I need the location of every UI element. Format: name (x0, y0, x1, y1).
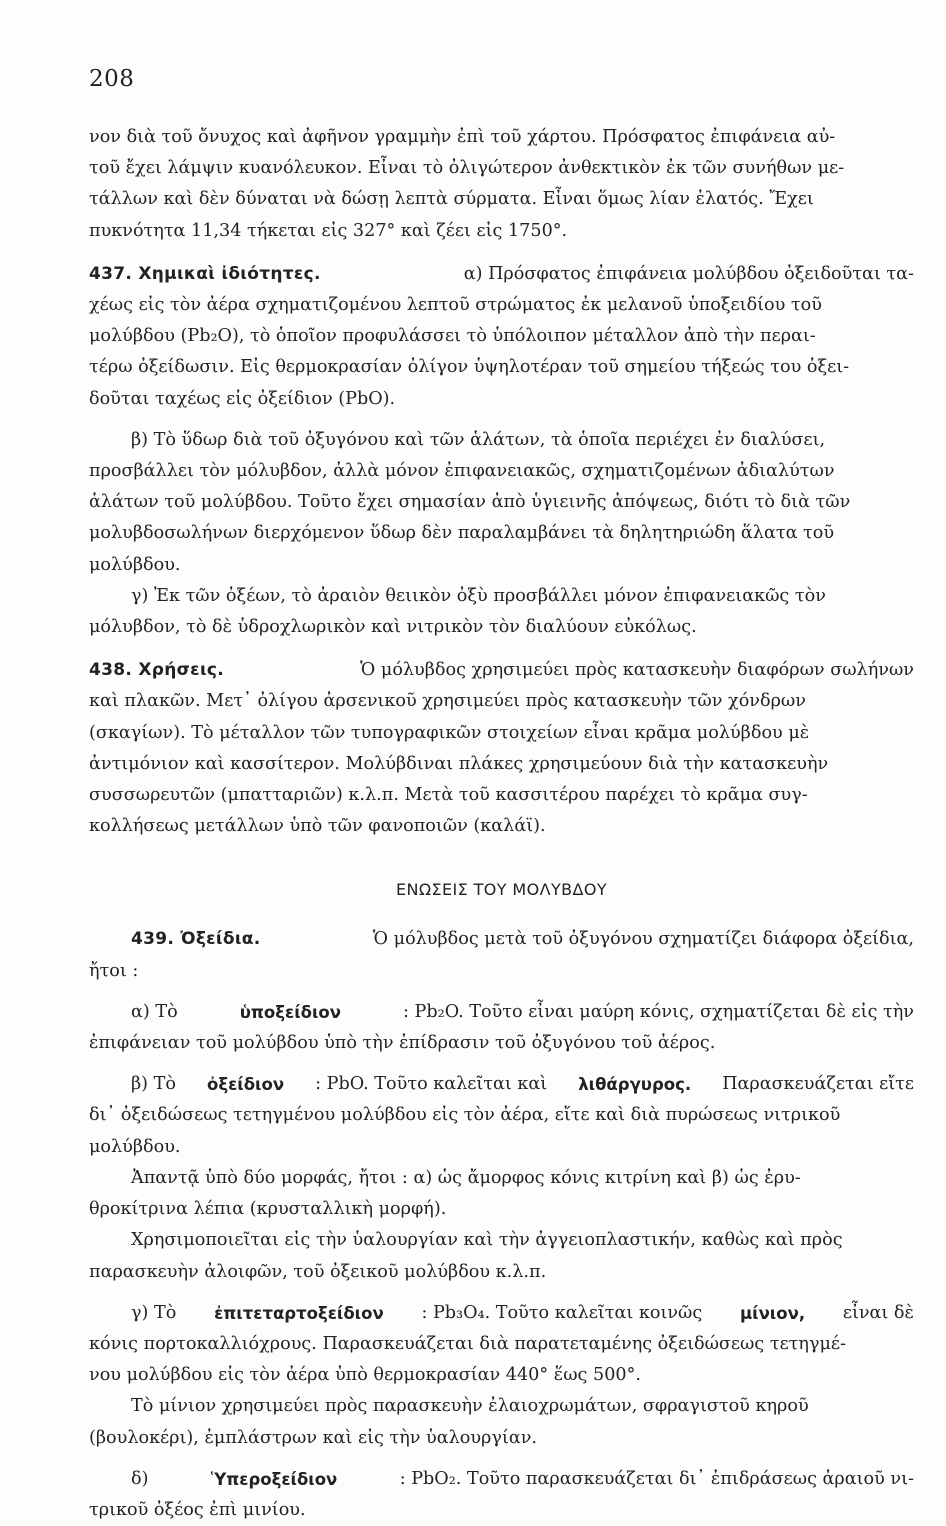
text-line: θροκίτρινα λέπια (κρυσταλλικὴ μορφή). (89, 1199, 447, 1220)
text-line: Χρησιμοποιεῖται εἰς τὴν ὑαλουργίαν καὶ τὴν ἀγγειοπλαστικήν, καθὼς καὶ πρὸς (131, 1230, 843, 1251)
body-text (89, 122, 914, 1526)
text-line: ἤτοι : (89, 960, 139, 981)
text-line (89, 259, 914, 290)
term-oxide: ὀξείδιον (207, 1075, 285, 1095)
text-line: Ἀπαντᾷ ὑπὸ δύο μορφάς, ἤτοι : α) ὡς ἄμορφος κόνις κιτρίνη καὶ β) ὡς ἐρυ- (131, 1167, 801, 1188)
text-run: : PbO. Τοῦτο καλεῖται καὶ (315, 1074, 548, 1095)
text-line: ἁλάτων τοῦ μολύβδου. Τοῦτο ἔχει σημασίαν ἀπὸ ὑγιεινῆς ἀπόψεως, διότι τὸ διὰ τῶν (89, 492, 851, 513)
text-line: δοῦται ταχέως εἰς ὀξείδιον (PbO). (89, 388, 396, 409)
text-line: β) Τὸ ὕδωρ διὰ τοῦ ὀξυγόνου καὶ τῶν ἁλάτων, τὰ ὁποῖα περιέχει ἐν διαλύσει, (131, 429, 826, 450)
text-run: εἶναι δὲ (842, 1302, 914, 1323)
term-litharge: λιθάργυρος. (578, 1075, 692, 1095)
text-run: α) Τὸ (131, 1001, 178, 1022)
text-line: τέρω ὀξείδωσιν. Εἰς θερμοκρασίαν ὀλίγον ὑψηλοτέραν τοῦ σημείου τήξεώς του ὀξει- (89, 357, 850, 378)
text-line: προσβάλλει τὸν μόλυβδον, ἀλλὰ μόνον ἐπιφανειακῶς, σχηματιζομένων ἀδιαλύτων (89, 461, 835, 482)
term-tetroxide: ἐπιτεταρτοξείδιον (214, 1303, 384, 1323)
text-run: : Pb₃O₄. Τοῦτο καλεῖται κοινῶς (421, 1302, 703, 1323)
text-line (89, 655, 914, 686)
term-minium: μίνιον, (740, 1303, 806, 1323)
chapter-title: ΕΝΩΣΕΙΣ ΤΟΥ ΜΟΛΥΒΔΟΥ (395, 880, 608, 900)
text-line: μολύβδου. (89, 1136, 181, 1157)
text-line: Τὸ μίνιον χρησιμεύει πρὸς παρασκευὴν ἐλαιοχρωμάτων, σφραγιστοῦ κηροῦ (131, 1396, 809, 1417)
text-line: μολύβδου (Pb₂O), τὸ ὁποῖον προφυλάσσει τὸ ὑπόλοιπον μέταλλον ἀπὸ τὴν περαι- (89, 326, 816, 347)
text-line: ἀντιμόνιον καὶ κασσίτερον. Μολύβδιναι πλάκες χρησιμεύουν διὰ τὴν κατασκευὴν (89, 753, 829, 774)
text-line: χέως εἰς τὸν ἀέρα σχηματιζομένου λεπτοῦ στρώματος ἐκ μελανοῦ ὑποξειδίου τοῦ (89, 295, 822, 316)
text-run: β) Τὸ (131, 1074, 176, 1095)
text-line: κόνις πορτοκαλλιόχρους. Παρασκευάζεται διὰ παρατεταμένης ὀξειδώσεως τετηγμέ- (89, 1333, 846, 1354)
intro-paragraph (89, 122, 914, 247)
section-heading-438: 438. Χρήσεις. (89, 660, 225, 681)
section-heading-437: 437. Χημικαὶ ἰδιότητες. (89, 263, 321, 284)
text-line (89, 997, 914, 1028)
text-line: τάλλων καὶ δὲν δύναται νὰ δώσῃ λεπτὰ σύρματα. Εἶναι ὅμως λίαν ἐλατός. Ἔχει (89, 189, 814, 210)
section-437 (89, 259, 914, 643)
text-line: κολλήσεως μετάλλων ὑπὸ τῶν φανοποιῶν (καλάϊ). (89, 816, 546, 837)
text-line: γ) Ἐκ τῶν ὀξέων, τὸ ἀραιὸν θειικὸν ὀξὺ προσβάλλει μόνον ἐπιφανειακῶς τὸν (131, 585, 826, 606)
text-line: (βουλοκέρι), ἐμπλάστρων καὶ εἰς τὴν ὑαλουργίαν. (89, 1427, 537, 1448)
text-line: παρασκευὴν ἀλοιφῶν, τοῦ ὀξεικοῦ μολύβδου κ.λ.π. (89, 1261, 547, 1282)
section-heading-439: 439. Ὀξείδια. (131, 929, 261, 950)
text-line (89, 1298, 914, 1329)
text-run: Παρασκευάζεται εἴτε (722, 1074, 914, 1095)
text-line (89, 1464, 914, 1495)
text-line: μολύβδου. (89, 554, 181, 575)
text-line: τοῦ ἔχει λάμψιν κυανόλευκον. Εἶναι τὸ ὀλιγώτερον ἀνθεκτικὸν ἐκ τῶν συνήθων με- (89, 158, 845, 179)
text-run: γ) Τὸ (131, 1302, 177, 1323)
text-line: συσσωρευτῶν (μπατταριῶν) κ.λ.π. Μετὰ τοῦ κασσιτέρου παρέχει τὸ κρᾶμα συγ- (89, 785, 808, 806)
text-run: : Pb₂O. Τοῦτο εἶναι μαύρη κόνις, σχηματίζεται δὲ εἰς τὴν (403, 1001, 914, 1022)
text-run: Ὁ μόλυβδος μετὰ τοῦ ὀξυγόνου σχηματίζει διάφορα ὀξείδια, (372, 929, 914, 950)
text-line: πυκνότητα 11,34 τήκεται εἰς 327° καὶ ζέει εἰς 1750°. (89, 220, 568, 241)
term-hypoxide: ὑποξείδιον (239, 1002, 341, 1022)
term-peroxide: Ὑπεροξείδιον (210, 1469, 338, 1489)
text-run: Ὁ μόλυβδος χρησιμεύει πρὸς κατασκευὴν διαφόρων σωλήνων (360, 660, 914, 681)
section-439 (89, 924, 914, 1526)
text-run: δ) (131, 1468, 149, 1489)
text-line: (σκαγίων). Τὸ μέταλλον τῶν τυπογραφικῶν στοιχείων εἶναι κρᾶμα μολύβδου μὲ (89, 722, 810, 743)
text-line: ἐπιφάνειαν τοῦ μολύβδου ὑπὸ τὴν ἐπίδρασιν τοῦ ὀξυγόνου τοῦ ἀέρος. (89, 1033, 716, 1054)
text-run: : PbO₂. Τοῦτο παρασκευάζεται δι᾽ ἐπιδράσεως ἀραιοῦ νι- (399, 1468, 914, 1489)
page-number: 208 (89, 66, 135, 92)
text-line: τρικοῦ ὀξέος ἐπὶ μινίου. (89, 1499, 306, 1520)
text-run: α) Πρόσφατος ἐπιφάνεια μολύβδου ὀξειδοῦται τα- (463, 263, 914, 284)
text-line: μολυβδοσωλήνων διερχόμενον ὕδωρ δὲν παραλαμβάνει τὰ δηλητηριώδη ἅλατα τοῦ (89, 523, 835, 544)
section-438 (89, 655, 914, 842)
text-line: νου μολύβδου εἰς τὸν ἀέρα ὑπὸ θερμοκρασίαν 440° ἕως 500°. (89, 1365, 641, 1386)
text-line: δι᾽ ὀξειδώσεως τετηγμένου μολύβδου εἰς τὸν ἀέρα, εἴτε καὶ διὰ πυρώσεως νιτρικοῦ (89, 1105, 841, 1126)
text-line: καὶ πλακῶν. Μετ᾽ ὀλίγου ἀρσενικοῦ χρησιμεύει πρὸς κατασκευὴν τῶν χόνδρων (89, 691, 806, 712)
text-line: μόλυβδον, τὸ δὲ ὑδροχλωρικὸν καὶ νιτρικὸν τὸν διαλύουν εὐκόλως. (89, 617, 697, 638)
text-line (89, 1069, 914, 1100)
text-line (89, 924, 914, 955)
text-line: νον διὰ τοῦ ὄνυχος καὶ ἀφῆνον γραμμὴν ἐπὶ τοῦ χάρτου. Πρόσφατος ἐπιφάνεια αὐ- (89, 127, 836, 147)
